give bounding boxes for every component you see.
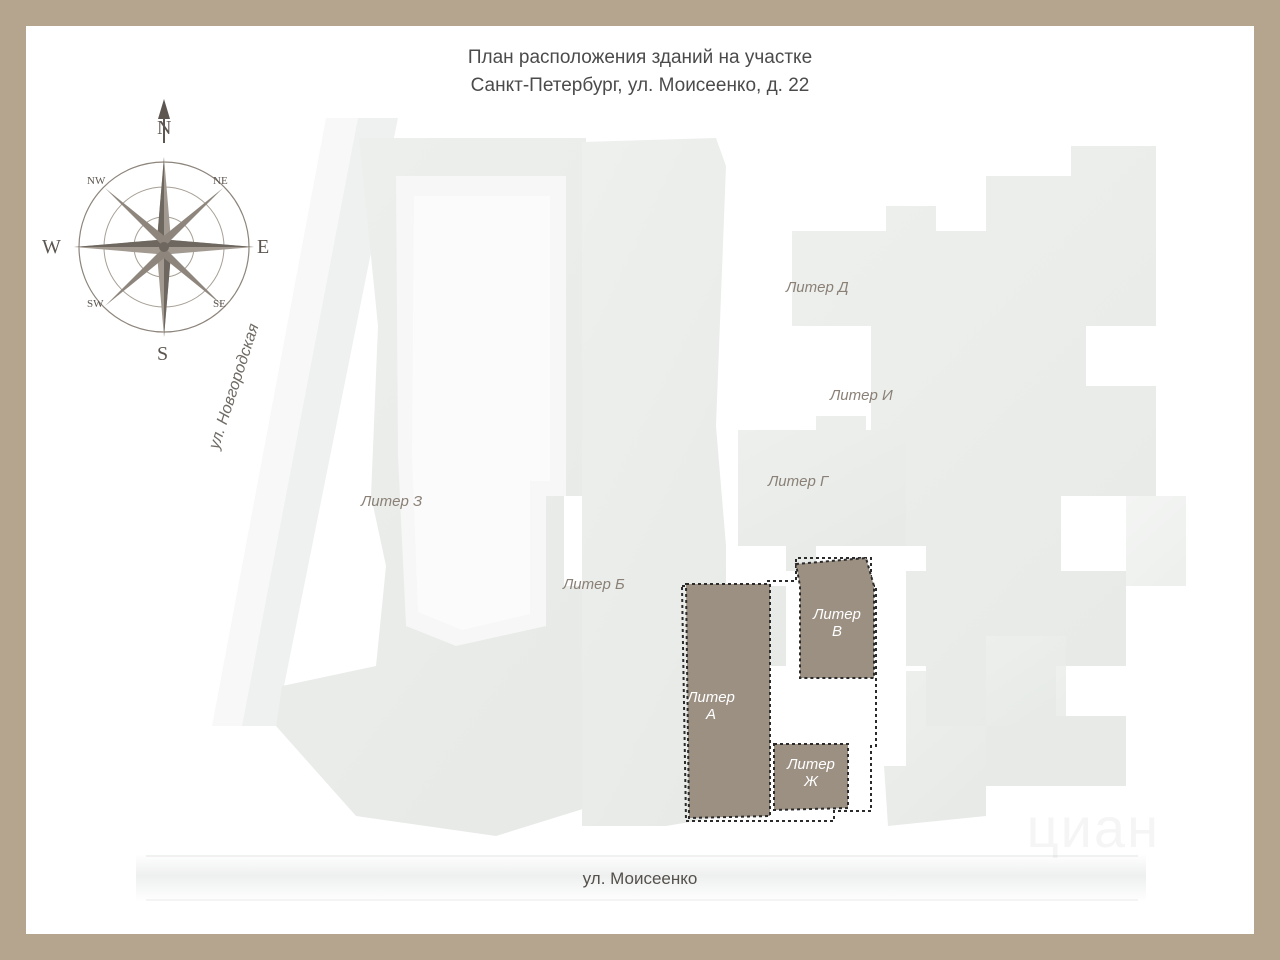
compass-label-sw: SW	[87, 298, 104, 310]
label-liter-v-line2: В	[831, 623, 842, 640]
watermark: циан	[1026, 796, 1160, 859]
street-label-moiseenko: ул. Моисеенко	[582, 869, 698, 888]
label-liter-i: Литер И	[830, 387, 893, 404]
page-title-line1: План расположения зданий на участке	[467, 47, 813, 68]
page-title	[0, 44, 1280, 100]
compass-label-se: SE	[213, 298, 226, 310]
label-liter-zh-line1: Литер	[787, 756, 835, 773]
street-label-novgorodskaya: ул. Новгородская	[206, 321, 263, 452]
label-liter-zh-line2: Ж	[804, 773, 818, 790]
label-liter-a-line2: А	[705, 706, 716, 723]
label-liter-zh	[776, 756, 846, 790]
label-liter-d: Литер Д	[786, 279, 849, 296]
label-liter-a	[676, 689, 746, 723]
compass-rose	[42, 95, 282, 380]
label-liter-a-line1: Литер	[687, 689, 735, 706]
compass-label-s: S	[157, 343, 169, 365]
label-liter-v-line1: Литер	[813, 606, 861, 623]
label-liter-v	[802, 606, 872, 640]
label-liter-b: Литер Б	[563, 576, 625, 593]
block-right-fill	[1126, 496, 1186, 586]
courtyard-cut	[396, 176, 566, 646]
compass-label-e: E	[257, 236, 270, 258]
compass-label-nw: NW	[87, 175, 106, 187]
compass-label-w: W	[42, 236, 61, 258]
label-liter-g: Литер Г	[768, 473, 829, 490]
compass-label-n: N	[157, 117, 172, 139]
block-liter-g	[738, 416, 906, 571]
label-liter-z: Литер З	[361, 493, 423, 510]
page-title-line2: Санкт-Петербург, ул. Моисеенко, д. 22	[470, 75, 810, 96]
compass-label-ne: NE	[213, 175, 228, 187]
